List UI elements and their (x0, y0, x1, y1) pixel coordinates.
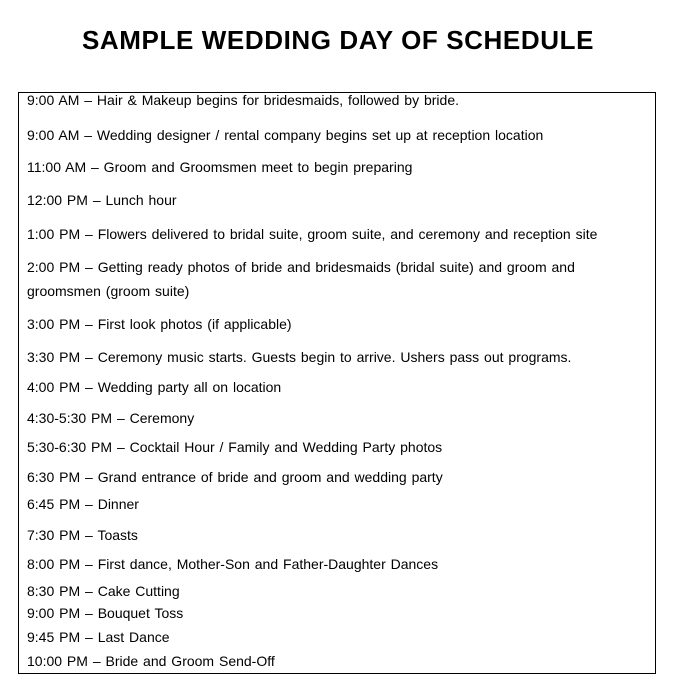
schedule-entry: 9:00 AM – Wedding designer / rental company begins set up at reception location (27, 127, 544, 143)
page-title: SAMPLE WEDDING DAY OF SCHEDULE (81, 25, 595, 55)
schedule-entry: 7:30 PM – Toasts (27, 527, 138, 543)
schedule-entry: 9:00 PM – Bouquet Toss (27, 605, 184, 621)
schedule-entry: 9:00 AM – Hair & Makeup begins for bridesmaids, followed by bride. (27, 92, 459, 108)
schedule-box (18, 92, 656, 674)
schedule-entry: 11:00 AM – Groom and Groomsmen meet to begin preparing (27, 159, 413, 175)
schedule-entry: 8:00 PM – First dance, Mother-Son and Father-Daughter Dances (27, 556, 439, 572)
schedule-entry: 9:45 PM – Last Dance (27, 629, 170, 645)
schedule-entry: 3:00 PM – First look photos (if applicable) (27, 316, 292, 332)
schedule-entry: 8:30 PM – Cake Cutting (27, 583, 180, 599)
schedule-entry: 6:30 PM – Grand entrance of bride and groom and wedding party (27, 469, 443, 485)
schedule-entry: 4:00 PM – Wedding party all on location (27, 379, 282, 395)
schedule-entry: 5:30-6:30 PM – Cocktail Hour / Family and Wedding Party photos (27, 439, 443, 455)
schedule-entry: 2:00 PM – Getting ready photos of bride and bridesmaids (bridal suite) and groom and groomsmen (groom suite) (27, 259, 575, 299)
schedule-entry: 4:30-5:30 PM – Ceremony (27, 410, 195, 426)
schedule-entry: 1:00 PM – Flowers delivered to bridal suite, groom suite, and ceremony and reception site (27, 226, 598, 242)
schedule-entry: 6:45 PM – Dinner (27, 496, 139, 512)
schedule-entry: 3:30 PM – Ceremony music starts. Guests begin to arrive. Ushers pass out programs. (27, 349, 572, 365)
schedule-entry: 10:00 PM – Bride and Groom Send-Off (27, 653, 275, 669)
schedule-entry: 12:00 PM – Lunch hour (27, 192, 177, 208)
